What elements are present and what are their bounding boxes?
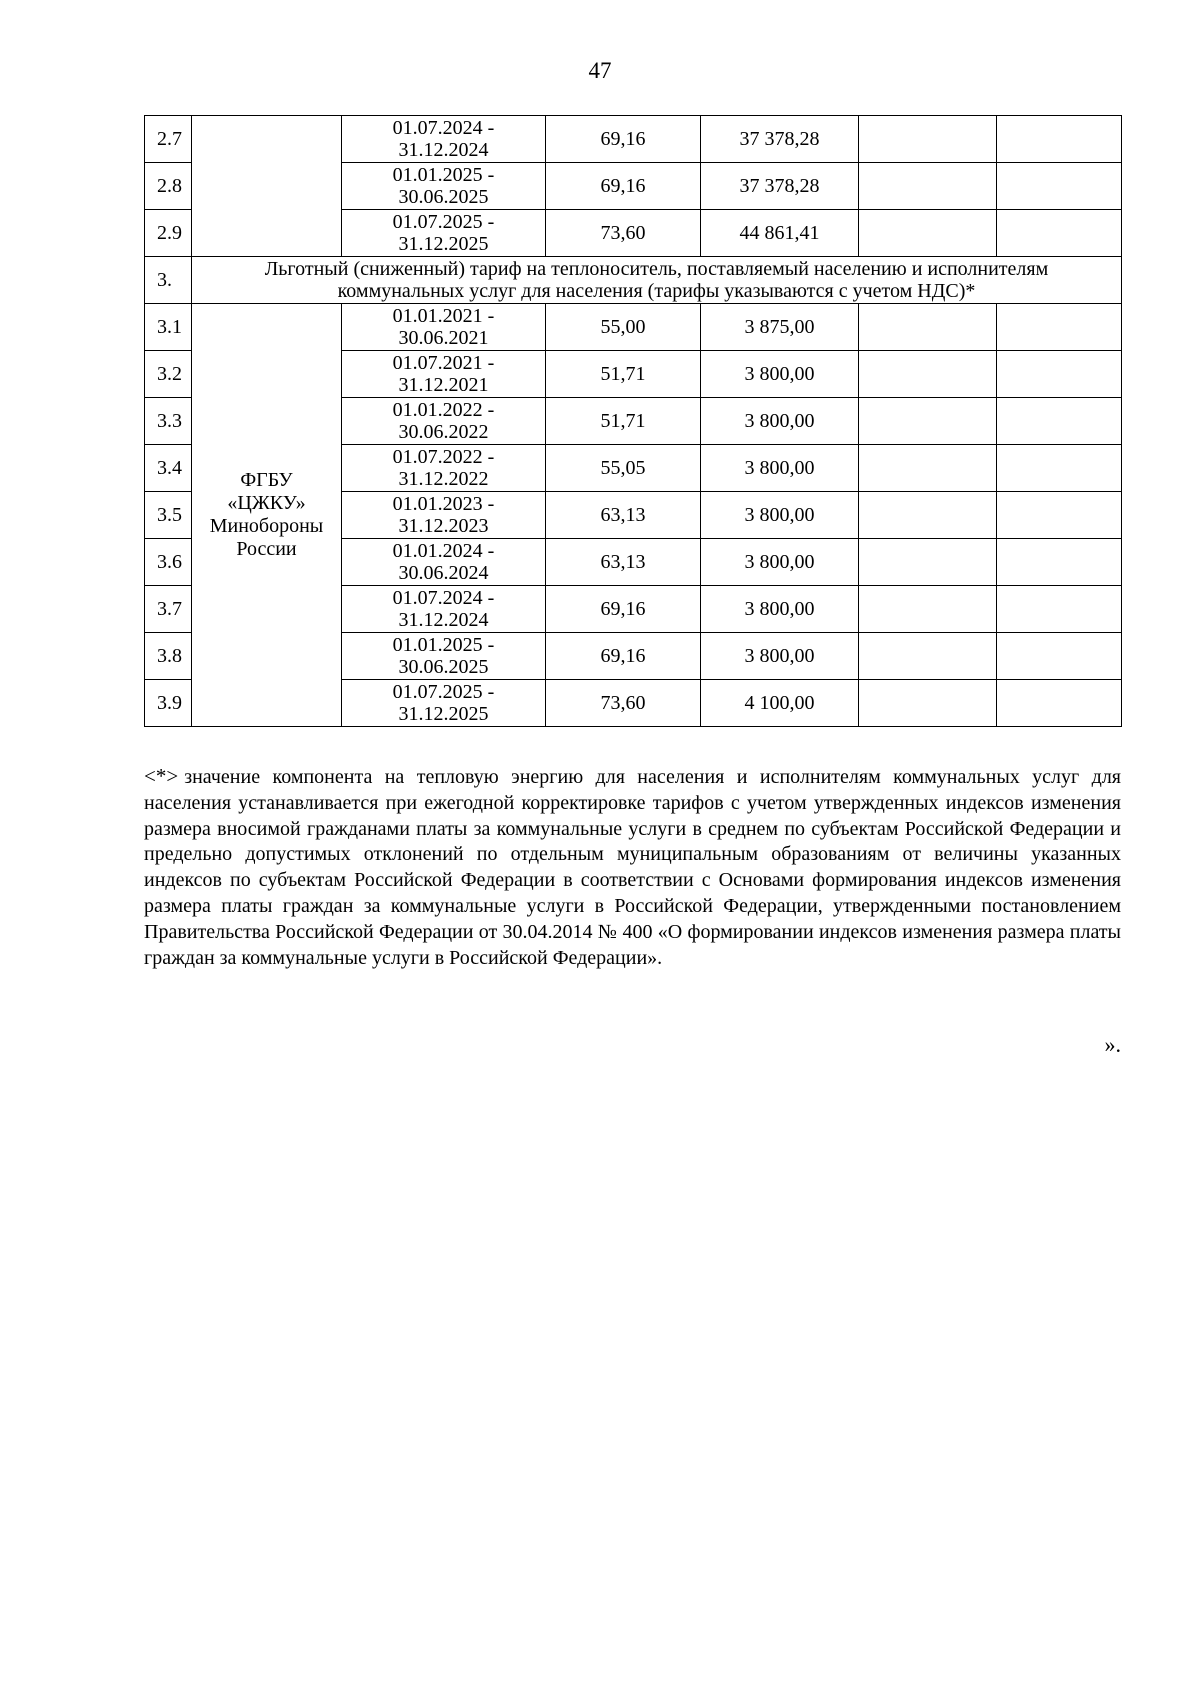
- row-number: 2.8: [145, 163, 192, 210]
- period-start: 01.07.2024 -: [392, 117, 495, 139]
- empty-cell: [859, 210, 997, 257]
- period-cell: [342, 445, 546, 492]
- component-value-2: 3 800,00: [701, 586, 859, 633]
- period-end: 31.12.2024: [398, 609, 489, 631]
- component-value-1: 69,16: [546, 633, 701, 680]
- row-number: 2.9: [145, 210, 192, 257]
- tariff-table: [144, 115, 1122, 727]
- period-start: 01.07.2021 -: [392, 352, 495, 374]
- empty-cell: [997, 351, 1122, 398]
- period-cell: [342, 163, 546, 210]
- period-start: 01.01.2024 -: [392, 540, 495, 562]
- empty-cell: [997, 445, 1122, 492]
- table-row: [145, 116, 1122, 163]
- component-value-1: 69,16: [546, 116, 701, 163]
- row-number: 3.1: [145, 304, 192, 351]
- period-end: 31.12.2022: [398, 468, 489, 490]
- row-number: 3.2: [145, 351, 192, 398]
- row-number: 3.8: [145, 633, 192, 680]
- component-value-2: 3 800,00: [701, 633, 859, 680]
- period-cell: [342, 398, 546, 445]
- period-start: 01.01.2023 -: [392, 493, 495, 515]
- period-start: 01.01.2025 -: [392, 634, 495, 656]
- section-title-line: коммунальных услуг для населения (тарифы указываются с учетом НДС)*: [337, 280, 976, 302]
- org-line: России: [236, 538, 297, 560]
- org-line: «ЦЖКУ»: [227, 492, 306, 514]
- empty-cell: [997, 633, 1122, 680]
- period-cell: [342, 351, 546, 398]
- period-start: 01.07.2025 -: [392, 211, 495, 233]
- table-row: [145, 304, 1122, 351]
- period-start: 01.01.2021 -: [392, 305, 495, 327]
- empty-cell: [859, 116, 997, 163]
- period-end: 30.06.2025: [398, 656, 489, 678]
- component-value-1: 63,13: [546, 492, 701, 539]
- period-end: 31.12.2025: [398, 703, 489, 725]
- empty-cell: [859, 680, 997, 727]
- period-cell: [342, 210, 546, 257]
- row-number: 2.7: [145, 116, 192, 163]
- component-value-2: 3 800,00: [701, 492, 859, 539]
- empty-cell: [997, 116, 1122, 163]
- period-cell: [342, 304, 546, 351]
- organization-cell: [192, 304, 342, 727]
- empty-org-cell: [192, 116, 342, 257]
- section-header-row: [145, 257, 1122, 304]
- period-end: 31.12.2023: [398, 515, 489, 537]
- empty-cell: [997, 163, 1122, 210]
- page-number: 47: [588, 58, 612, 83]
- component-value-1: 51,71: [546, 351, 701, 398]
- empty-cell: [997, 398, 1122, 445]
- row-number: 3.4: [145, 445, 192, 492]
- period-end: 30.06.2021: [398, 327, 489, 349]
- component-value-1: 73,60: [546, 210, 701, 257]
- empty-cell: [859, 351, 997, 398]
- component-value-2: 4 100,00: [701, 680, 859, 727]
- empty-cell: [997, 539, 1122, 586]
- closing-quote-mark: ».: [1104, 1032, 1121, 1057]
- component-value-2: 3 800,00: [701, 445, 859, 492]
- footnote: [144, 764, 1121, 971]
- empty-cell: [859, 163, 997, 210]
- empty-cell: [997, 492, 1122, 539]
- row-number: 3.5: [145, 492, 192, 539]
- period-end: 31.12.2024: [398, 139, 489, 161]
- component-value-2: 37 378,28: [701, 116, 859, 163]
- empty-cell: [859, 304, 997, 351]
- empty-cell: [859, 539, 997, 586]
- period-start: 01.01.2025 -: [392, 164, 495, 186]
- row-number: 3.7: [145, 586, 192, 633]
- empty-cell: [859, 586, 997, 633]
- component-value-2: 3 800,00: [701, 539, 859, 586]
- component-value-2: 3 800,00: [701, 351, 859, 398]
- section-number: 3.: [145, 257, 192, 304]
- period-end: 31.12.2025: [398, 233, 489, 255]
- period-end: 30.06.2025: [398, 186, 489, 208]
- empty-cell: [859, 398, 997, 445]
- empty-cell: [859, 492, 997, 539]
- footnote-marker: <*>: [144, 764, 179, 788]
- row-number: 3.9: [145, 680, 192, 727]
- component-value-1: 69,16: [546, 586, 701, 633]
- period-start: 01.07.2024 -: [392, 587, 495, 609]
- empty-cell: [997, 210, 1122, 257]
- period-cell: [342, 116, 546, 163]
- section-title: [192, 257, 1122, 304]
- component-value-1: 55,05: [546, 445, 701, 492]
- period-start: 01.07.2025 -: [392, 681, 495, 703]
- org-line: ФГБУ: [240, 469, 293, 491]
- empty-cell: [997, 586, 1122, 633]
- org-line: Минобороны: [209, 515, 324, 537]
- period-end: 30.06.2024: [398, 562, 489, 584]
- empty-cell: [997, 680, 1122, 727]
- component-value-1: 73,60: [546, 680, 701, 727]
- empty-cell: [859, 633, 997, 680]
- period-start: 01.07.2022 -: [392, 446, 495, 468]
- period-start: 01.01.2022 -: [392, 399, 495, 421]
- row-number: 3.6: [145, 539, 192, 586]
- component-value-1: 69,16: [546, 163, 701, 210]
- row-number: 3.3: [145, 398, 192, 445]
- period-end: 31.12.2021: [398, 374, 489, 396]
- component-value-2: 44 861,41: [701, 210, 859, 257]
- component-value-1: 51,71: [546, 398, 701, 445]
- component-value-2: 3 800,00: [701, 398, 859, 445]
- empty-cell: [859, 445, 997, 492]
- empty-cell: [997, 304, 1122, 351]
- component-value-1: 63,13: [546, 539, 701, 586]
- period-cell: [342, 680, 546, 727]
- component-value-2: 3 875,00: [701, 304, 859, 351]
- period-cell: [342, 539, 546, 586]
- component-value-1: 55,00: [546, 304, 701, 351]
- period-end: 30.06.2022: [398, 421, 489, 443]
- period-cell: [342, 633, 546, 680]
- section-title-line: Льготный (сниженный) тариф на теплоноситель, поставляемый населению и исполнителям: [264, 258, 1049, 280]
- footnote-text: значение компонента на тепловую энергию для населения и исполнителям коммунальных услуг для населения устанавливается при ежегодной корректировке тарифов с учетом утвержденных индексов изменения размера вносимой гражданами платы за коммунальные услуги в среднем по субъектам Российской Федерации и предельно допустимых отклонений по отдельным муниципальным образованиям от величины указанных индексов по субъектам Российской Федерации в соответствии с Основами формирования индексов изменения размера платы граждан за коммунальные услуги в Российской Федерации, утвержденными постановлением Правительства Российской Федерации от 30.04.2014 № 400 «О формировании индексов изменения размера платы граждан за коммунальные услуги в Российской Федерации».: [144, 766, 1121, 969]
- period-cell: [342, 492, 546, 539]
- component-value-2: 37 378,28: [701, 163, 859, 210]
- period-cell: [342, 586, 546, 633]
